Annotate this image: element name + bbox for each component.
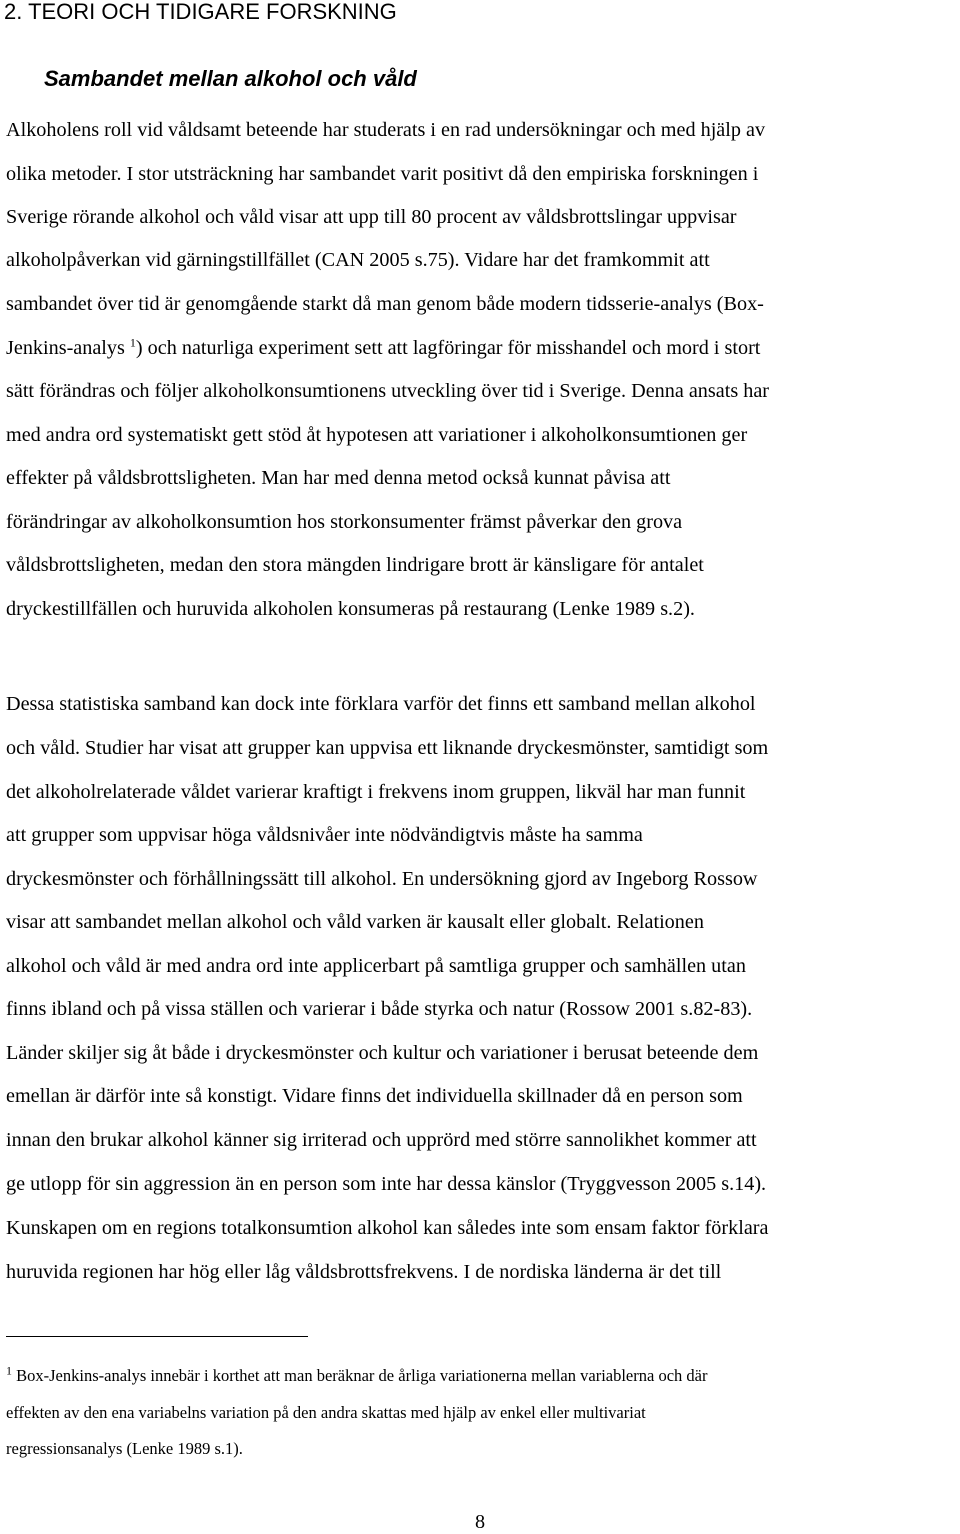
text-line: visar att sambandet mellan alkohol och våld varken är kausalt eller globalt. Relationen	[6, 911, 704, 933]
text-line: Länder skiljer sig åt både i dryckesmönster och kultur och variationer i berusat beteende dem	[6, 1042, 759, 1064]
section-heading: 2. TEORI OCH TIDIGARE FORSKNING	[4, 0, 397, 24]
text-line: att grupper som uppvisar höga våldsnivåer inte nödvändigtvis måste ha samma	[6, 824, 643, 846]
text-line: olika metoder. I stor utsträckning har sambandet varit positivt då den empiriska forskningen i	[6, 163, 759, 185]
text-line: dryckestillfällen och huruvida alkoholen konsumeras på restaurang (Lenke 1989 s.2).	[6, 598, 695, 620]
text-line: Jenkins-analys $^1$) och naturliga experiment sett att lagföringar för misshandel och mord i stort	[6, 335, 761, 359]
text-line: det alkoholrelaterade våldet varierar kraftigt i frekvens inom gruppen, likväl har man funnit	[6, 781, 746, 803]
text-line: effekter på våldsbrottsligheten. Man har med denna metod också kunnat påvisa att	[6, 467, 671, 489]
text-line: emellan är därför inte så konstigt. Vidare finns det individuella skillnader då en person som	[6, 1085, 743, 1107]
text-line: Sverige rörande alkohol och våld visar att upp till 80 procent av våldsbrottslingar uppvisar	[6, 206, 737, 228]
footnote-reference: 1	[129, 335, 136, 350]
footnote-separator	[6, 1336, 308, 1337]
footnote-marker: 1	[6, 1363, 12, 1378]
footnote-line: effekten av den ena variabelns variation på den andra skattas med hjälp av enkel eller multivariat	[6, 1403, 646, 1422]
text-line: ge utlopp för sin aggression än en person som inte har dessa känslor (Tryggvesson 2005 s.14).	[6, 1173, 767, 1195]
subsection-heading: Sambandet mellan alkohol och våld	[44, 66, 417, 91]
text-line: dryckesmönster och förhållningssätt till alkohol. En undersökning gjord av Ingeborg Rossow	[6, 868, 758, 890]
footnote-line: $^1$ Box-Jenkins-analys innebär i korthet att man beräknar de årliga variationerna mellan variablerna och där	[6, 1363, 708, 1385]
text-line: och våld. Studier har visat att grupper kan uppvisa ett liknande dryckesmönster, samtidigt som	[6, 737, 769, 759]
footnote-line: regressionsanalys (Lenke 1989 s.1).	[6, 1439, 243, 1458]
text-line: Kunskapen om en regions totalkonsumtion alkohol kan således inte som ensam faktor förklara	[6, 1217, 769, 1239]
text-line: Alkoholens roll vid våldsamt beteende har studerats i en rad undersökningar och med hjälp av	[6, 119, 766, 141]
text-line: våldsbrottsligheten, medan den stora mängden lindrigare brott är känsligare för antalet	[6, 554, 704, 576]
text-line: innan den brukar alkohol känner sig irriterad och upprörd med större sannolikhet kommer att	[6, 1129, 757, 1151]
text-line: med andra ord systematiskt gett stöd åt hypotesen att variationer i alkoholkonsumtionen ger	[6, 424, 748, 446]
text-line: alkohol och våld är med andra ord inte applicerbart på samtliga grupper och samhällen utan	[6, 955, 746, 977]
text-line: huruvida regionen har hög eller låg våldsbrottsfrekvens. I de nordiska länderna är det till	[6, 1261, 722, 1283]
text-line: finns ibland och på vissa ställen och varierar i både styrka och natur (Rossow 2001 s.82-83).	[6, 998, 753, 1020]
text-line: alkoholpåverkan vid gärningstillfället (CAN 2005 s.75). Vidare har det framkommit att	[6, 249, 710, 271]
text-line: Dessa statistiska samband kan dock inte förklara varför det finns ett samband mellan alkohol	[6, 693, 756, 715]
text-line: förändringar av alkoholkonsumtion hos storkonsumenter främst påverkar den grova	[6, 511, 683, 533]
text-line: sätt förändras och följer alkoholkonsumtionens utveckling över tid i Sverige. Denna ansats har	[6, 380, 770, 402]
page-number: 8	[475, 1511, 486, 1533]
text-line: sambandet över tid är genomgående starkt då man genom både modern tidsserie-analys (Box-	[6, 293, 764, 315]
